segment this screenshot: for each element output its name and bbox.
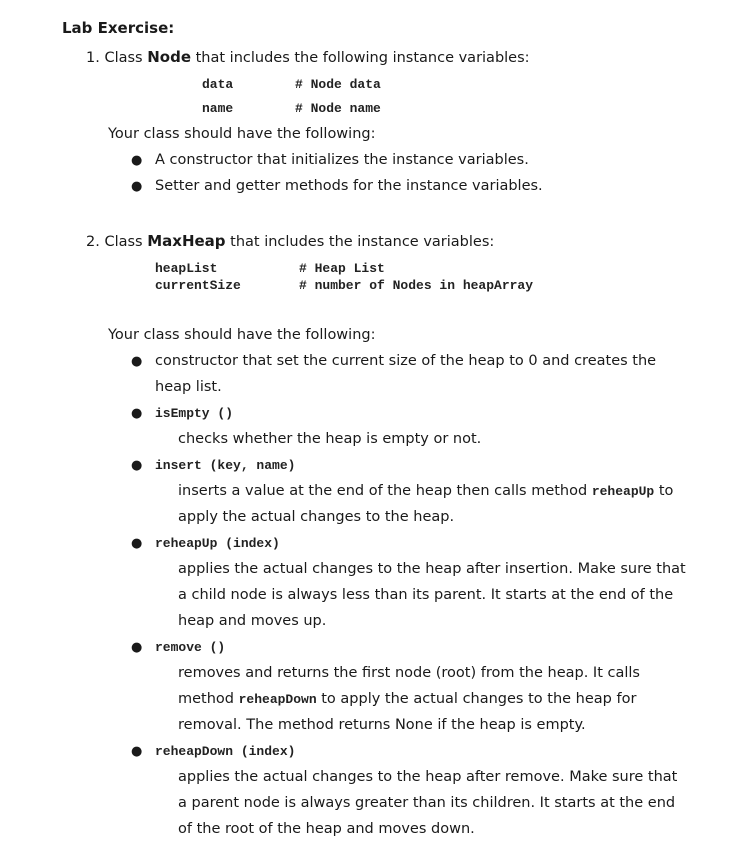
method-description — [178, 483, 673, 499]
requirements-intro: Your class should have the following: — [108, 327, 376, 343]
list-item: Setter and getter methods for the instance variables. — [155, 178, 543, 194]
method-description — [178, 691, 636, 707]
method-signature: remove () — [155, 640, 226, 655]
method-signature: isEmpty () — [155, 406, 234, 421]
section-2-heading — [86, 232, 494, 250]
var-name: heapList — [155, 261, 218, 276]
bullet-marker: ● — [131, 536, 143, 551]
method-description: checks whether the heap is empty or not. — [178, 431, 482, 447]
class-name-node: Node — [147, 48, 191, 66]
method-description: of the root of the heap and moves down. — [178, 821, 475, 837]
var-comment: # Node name — [295, 101, 381, 116]
method-signature: reheapDown (index) — [155, 744, 296, 759]
var-name: name — [202, 101, 234, 116]
inline-code: reheapUp — [591, 484, 655, 499]
method-signature: insert (key, name) — [155, 458, 296, 473]
var-comment: # Heap List — [299, 261, 385, 276]
method-description: removal. The method returns None if the heap is empty. — [178, 717, 586, 733]
list-item-constructor: constructor that set the current size of the heap to 0 and creates the — [155, 353, 657, 369]
method-description: a parent node is always greater than its children. It starts at the end — [178, 795, 676, 811]
method-description: heap and moves up. — [178, 613, 327, 629]
list-item: A constructor that initializes the instance variables. — [155, 152, 529, 168]
bullet-marker: ● — [131, 640, 143, 655]
requirements-intro: Your class should have the following: — [108, 126, 376, 142]
var-name: data — [202, 77, 234, 92]
section-heading-suffix: that includes the instance variables: — [230, 234, 495, 250]
page-title: Lab Exercise: — [62, 19, 175, 37]
list-item-constructor-cont: heap list. — [155, 379, 222, 395]
section-number: 1. — [86, 50, 100, 66]
section-heading-suffix: that includes the following instance variables: — [195, 50, 530, 66]
var-comment: # Node data — [295, 77, 381, 92]
bullet-marker: ● — [131, 179, 143, 194]
method-description: a child node is always less than its parent. It starts at the end of the — [178, 587, 674, 603]
inline-code: reheapDown — [238, 692, 317, 707]
bullet-marker: ● — [131, 744, 143, 759]
method-description: removes and returns the first node (root) from the heap. It calls — [178, 665, 640, 681]
bullet-marker: ● — [131, 354, 143, 369]
class-prefix: Class — [104, 50, 143, 66]
bullet-marker: ● — [131, 458, 143, 473]
var-comment: # number of Nodes in heapArray — [299, 278, 534, 293]
class-name-maxheap: MaxHeap — [147, 232, 226, 250]
section-number: 2. — [86, 234, 100, 250]
description-text: to apply the actual changes to the heap for — [321, 691, 637, 707]
bullet-marker: ● — [131, 153, 143, 168]
description-text: inserts a value at the end of the heap then calls method — [178, 483, 588, 499]
description-text: to — [658, 483, 674, 499]
description-text: method — [178, 691, 234, 707]
var-name: currentSize — [155, 278, 241, 293]
method-description: apply the actual changes to the heap. — [178, 509, 455, 525]
class-prefix: Class — [104, 234, 143, 250]
bullet-marker: ● — [131, 406, 143, 421]
method-signature: reheapUp (index) — [155, 536, 280, 551]
method-description: applies the actual changes to the heap after insertion. Make sure that — [178, 561, 686, 577]
method-description: applies the actual changes to the heap after remove. Make sure that — [178, 769, 678, 785]
section-1-heading — [86, 48, 530, 66]
